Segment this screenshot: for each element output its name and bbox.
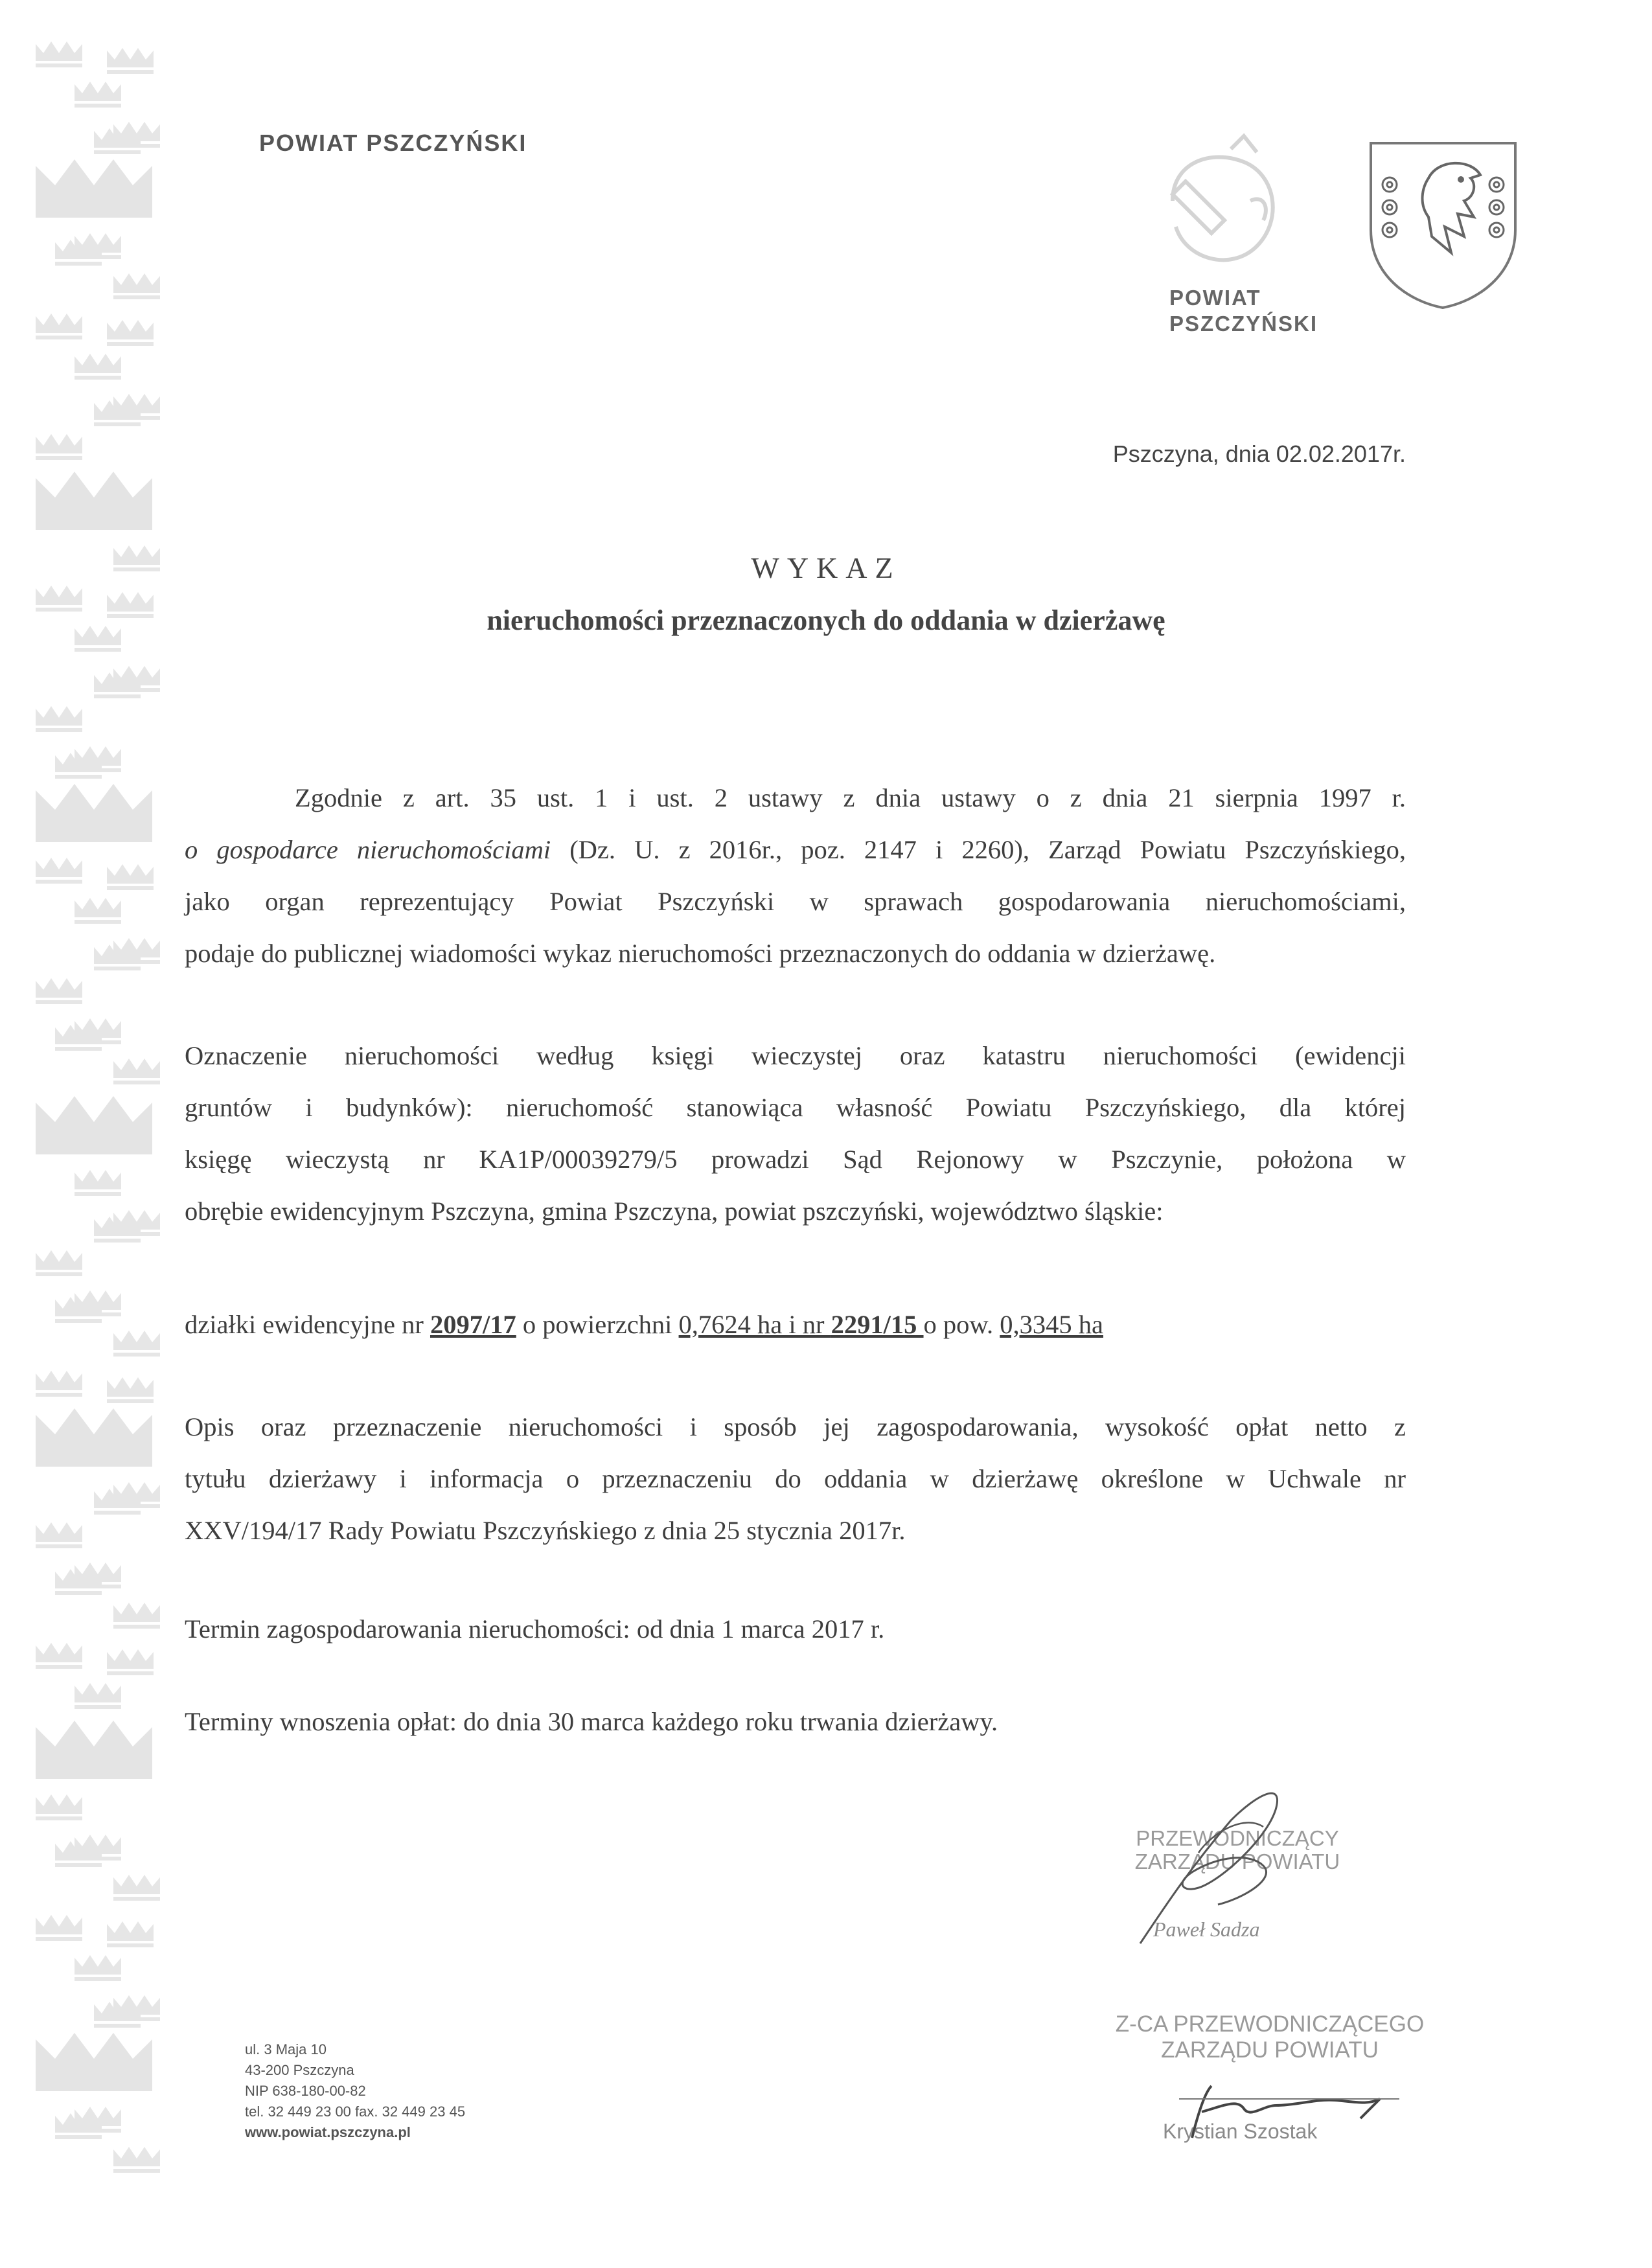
- signatory-name: Krystian Szostak: [1163, 2120, 1318, 2143]
- text-line: księgę wieczystą nr KA1P/00039279/5 prowadzi Sąd Rejonowy w Pszczynie, położona w: [185, 1145, 1406, 1174]
- crown-ornament: [36, 858, 82, 884]
- crown-ornament: [107, 320, 154, 346]
- crown-ornament: [36, 1096, 152, 1154]
- crown-ornament: [113, 1059, 160, 1084]
- crown-ornament: [36, 706, 82, 732]
- crown-ornament: [36, 978, 82, 1004]
- footer-street: ul. 3 Maja 10: [245, 2041, 327, 2057]
- crown-ornament: [36, 1794, 82, 1820]
- crown-ornament: [36, 1721, 152, 1779]
- text-line: tytułu dzierżawy i informacja o przeznaczeniu do oddania w dzierżawę określone w Uchwale nr: [185, 1464, 1406, 1493]
- handwritten-signature-icon: [1166, 2060, 1412, 2151]
- footer-address: [245, 2039, 465, 2143]
- description-paragraph: [185, 1401, 1406, 1557]
- stamp-line: PRZEWODNICZĄCY: [1136, 1826, 1339, 1850]
- document-title: WYKAZ: [751, 551, 901, 584]
- text-fragment: (Dz. U. z 2016r., poz. 2147 i 2260), Zarząd Powiatu Pszczyńskiego,: [551, 835, 1406, 864]
- property-designation-paragraph: [185, 1030, 1406, 1237]
- footer-nip: NIP 638-180-00-82: [245, 2083, 366, 2099]
- footer-phone: tel. 32 449 23 00 fax. 32 449 23 45: [245, 2103, 466, 2120]
- stamp-line: ZARZĄDU POWIATU: [1134, 1850, 1340, 1873]
- logo-caption: [1169, 285, 1318, 337]
- stamp-line: Z-CA PRZEWODNICZĄCEGO: [1115, 2011, 1425, 2037]
- text-line: gruntów i budynków): nieruchomość stanowiąca własność Powiatu Pszczyńskiego, dla której: [185, 1093, 1406, 1122]
- place-and-date: Pszczyna, dnia 02.02.2017r.: [1112, 441, 1406, 467]
- crown-ornament: [107, 1921, 154, 1947]
- logo-caption-line2: PSZCZYŃSKI: [1169, 312, 1318, 336]
- text-fragment: o pow.: [923, 1310, 1000, 1339]
- text-line: Opis oraz przeznaczenie nieruchomości i sposób jej zagospodarowania, wysokość opłat netto z: [185, 1412, 1406, 1441]
- crown-ornament: [36, 2033, 152, 2091]
- crown-ornament: [36, 41, 82, 67]
- crown-ornament: [36, 1643, 82, 1669]
- text-fragment: działki ewidencyjne nr: [185, 1310, 430, 1339]
- crown-ornament: [36, 314, 82, 339]
- plot-number: 2097/17: [430, 1310, 516, 1339]
- crown-ornament: [75, 1955, 121, 1981]
- text-line: XXV/194/17 Rady Powiatu Pszczyńskiego z dnia 25 stycznia 2017r.: [185, 1516, 906, 1545]
- act-name: o gospodarce nieruchomościami: [185, 835, 551, 864]
- crown-ornament: [36, 1250, 82, 1276]
- office-name: POWIAT PSZCZYŃSKI: [259, 130, 527, 156]
- crown-ornament: [113, 1875, 160, 1901]
- development-term: Termin zagospodarowania nieruchomości: od dnia 1 marca 2017 r.: [185, 1614, 885, 1644]
- text-line: jako organ reprezentujący Powiat Pszczyński w sprawach gospodarowania nieruchomościami,: [185, 887, 1406, 916]
- crown-ornament: [107, 1377, 154, 1403]
- footer-website: www.powiat.pszczyna.pl: [245, 2124, 411, 2140]
- handwritten-signature-icon: [1114, 1775, 1335, 1969]
- crown-ornament: [107, 864, 154, 890]
- text-line: Zgodnie z art. 35 ust. 1 i ust. 2 ustawy z dnia ustawy o z dnia 21 sierpnia 1997 r.: [295, 783, 1406, 812]
- crown-ornament: [107, 48, 154, 74]
- powiat-logo-icon: [1147, 123, 1302, 279]
- decorative-border: [36, 39, 172, 2203]
- crown-ornament: [36, 1522, 82, 1548]
- plots-line: [185, 1299, 1406, 1351]
- crown-ornament: [75, 354, 121, 380]
- text-line: [185, 1299, 1406, 1351]
- crown-ornament: [75, 898, 121, 924]
- crown-ornament: [36, 784, 152, 842]
- payment-terms: Terminy wnoszenia opłat: do dnia 30 marca każdego roku trwania dzierżawy.: [185, 1707, 998, 1736]
- legal-basis-paragraph: [185, 772, 1406, 979]
- plot-area: 0,3345 ha: [1000, 1310, 1104, 1339]
- logo-caption-line1: POWIAT: [1169, 286, 1261, 310]
- text-fragment: o powierzchni: [516, 1310, 679, 1339]
- document-subtitle: nieruchomości przeznaczonych do oddania w dzierżawę: [487, 604, 1165, 636]
- crown-ornament: [107, 1649, 154, 1675]
- crown-ornament: [75, 82, 121, 108]
- plot-number: 2291/15: [831, 1310, 924, 1339]
- crown-ornament: [113, 273, 160, 299]
- footer-city: 43-200 Pszczyna: [245, 2062, 354, 2078]
- stamp-line: ZARZĄDU POWIATU: [1161, 2037, 1379, 2063]
- crown-ornament: [36, 472, 152, 530]
- crown-ornament: [36, 1371, 82, 1397]
- coat-of-arms-icon: [1367, 139, 1519, 311]
- text-line: [185, 824, 1406, 876]
- plot-area: 0,7624 ha i nr: [678, 1310, 831, 1339]
- text-line: podaje do publicznej wiadomości wykaz nieruchomości przeznaczonych do oddania w dzierżawę.: [185, 939, 1216, 968]
- crown-ornament: [113, 2147, 160, 2173]
- text-line: obrębie ewidencyjnym Pszczyna, gmina Pszczyna, powiat pszczyński, województwo śląskie:: [185, 1197, 1164, 1226]
- signatory-name: Paweł Sadza: [1153, 1918, 1260, 1941]
- crown-ornament: [113, 1331, 160, 1357]
- crown-ornament: [36, 1915, 82, 1941]
- text-line: Oznaczenie nieruchomości według księgi wieczystej oraz katastru nieruchomości (ewidencji: [185, 1041, 1406, 1070]
- signature-stamp-deputy: [1088, 2011, 1451, 2063]
- crown-ornament: [36, 159, 152, 218]
- crown-ornament: [36, 1408, 152, 1467]
- crown-ornament: [75, 1683, 121, 1709]
- crown-ornament: [113, 1603, 160, 1629]
- crown-ornament: [36, 434, 82, 460]
- crown-ornament: [75, 1170, 121, 1196]
